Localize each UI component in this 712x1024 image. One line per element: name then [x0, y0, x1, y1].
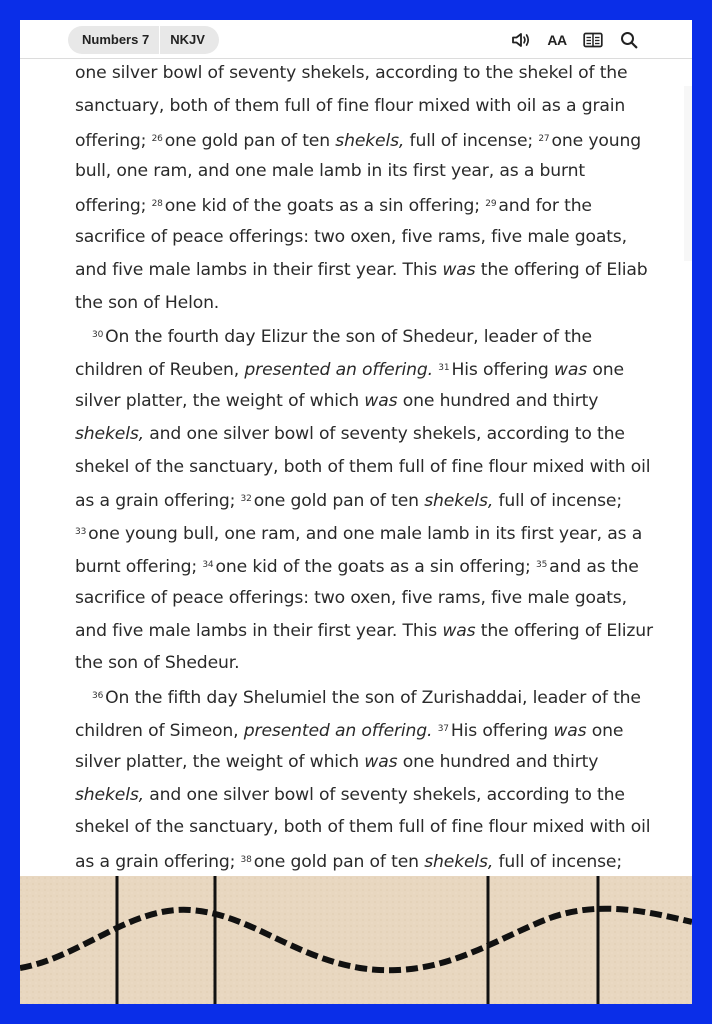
verse-text: and one silver bowl of seventy shekels, according to the [143, 423, 625, 444]
text-line [75, 418, 645, 451]
verse-text: the offering of Elizur [475, 620, 653, 641]
verse-number[interactable]: 27 [538, 133, 550, 144]
verse-text: and as the [549, 556, 639, 577]
verse-text: full of incense; [493, 852, 622, 873]
verse-text: sacrifice of peace offerings: two oxen, five rams, five male goats, [75, 587, 627, 608]
verse-number[interactable]: 38 [240, 855, 252, 866]
text-line [75, 844, 645, 877]
verse-text: the son of Helon. [75, 292, 220, 313]
verse-number[interactable]: 26 [151, 133, 163, 144]
verse-text: one gold pan of ten [253, 852, 425, 873]
text-line [75, 451, 651, 484]
italic-text: shekels, [75, 784, 144, 805]
verse-text: burnt offering; [75, 556, 203, 577]
text-line [75, 811, 651, 844]
italic-text: shekels, [75, 423, 144, 444]
reference-pill [68, 26, 219, 54]
search-icon[interactable] [618, 29, 640, 51]
text-size-icon[interactable] [546, 29, 568, 51]
text-line [75, 287, 645, 320]
text-size-label: AA [547, 32, 567, 48]
verse-text: one kid of the goats as a sin offering; [164, 196, 486, 217]
text-line [75, 680, 645, 713]
speaker-icon[interactable] [510, 29, 532, 51]
verse-text: On the fourth day Elizur the son of Shedeur, leader of the [105, 327, 592, 348]
verse-text: children of Simeon, [75, 720, 244, 741]
italic-text: shekels, [424, 491, 494, 512]
text-line [75, 615, 653, 648]
verse-text: shekel of the sanctuary, both of them full of fine flour mixed with oil [75, 817, 651, 838]
text-line [75, 123, 645, 156]
italic-text: was [553, 360, 588, 381]
italic-text: was [442, 259, 476, 280]
verse-text: offering; [75, 130, 152, 151]
text-line [75, 582, 645, 615]
text-line [75, 746, 645, 779]
verse-text: one gold pan of ten [253, 491, 425, 512]
italic-text: was [364, 390, 398, 411]
italic-text: shekels, [424, 852, 494, 873]
verse-text: one gold pan of ten [164, 130, 336, 151]
verse-number[interactable]: 33 [75, 527, 87, 538]
verse-text: and five male lambs in their first year. This [75, 620, 443, 641]
translation-button[interactable]: NKJV [170, 32, 205, 47]
italic-text: was [553, 720, 587, 741]
verse-text: one kid of the goats as a sin offering; [215, 556, 537, 577]
book-chapter-button[interactable]: Numbers 7 [82, 32, 150, 47]
verse-text: and for the [498, 196, 592, 217]
text-line [75, 483, 645, 516]
verse-text: sanctuary, both of them full of fine flour mixed with oil as a grain [75, 95, 626, 116]
italic-text: presented an offering. [244, 360, 433, 381]
verse-number[interactable]: 32 [240, 494, 252, 505]
verse-number[interactable]: 35 [536, 559, 548, 570]
text-line [75, 549, 645, 582]
verse-text: On the fifth day Shelumiel the son of Zurishaddai, leader of the [105, 688, 641, 709]
app-window [20, 20, 692, 1004]
verse-text: silver platter, the weight of which [75, 751, 365, 772]
verse-text: shekel of the sanctuary, both of them full of fine flour mixed with oil [75, 456, 651, 477]
verse-text: one hundred and thirty [397, 751, 599, 772]
verse-text: and one silver bowl of seventy shekels, according to the [143, 784, 625, 805]
verse-text: one young bull, one ram, and one male lamb in its first year, as a [88, 524, 643, 545]
verse-number[interactable]: 31 [438, 363, 450, 374]
verse-text: the son of Shedeur. [75, 653, 240, 674]
verse-text: as a grain offering; [75, 852, 241, 873]
verse-text: children of Reuben, [75, 360, 245, 381]
verse-text: bull, one ram, and one male lamb in its first year, as a burnt [75, 161, 585, 182]
verse-text: full of incense; [404, 130, 539, 151]
verse-text: offering; [75, 196, 152, 217]
verse-text: one silver bowl of seventy shekels, according to the shekel of the [75, 63, 628, 83]
verse-text: one [587, 360, 624, 381]
scroll-indicator[interactable] [684, 86, 692, 261]
text-line [75, 254, 648, 287]
toolbar-icons [510, 29, 640, 51]
text-line [75, 221, 645, 254]
text-line [75, 779, 645, 812]
verse-text: and five male lambs in their first year. This [75, 259, 443, 280]
text-line [75, 319, 645, 352]
text-line [75, 57, 645, 90]
text-line [75, 352, 645, 385]
verse-text: His offering [450, 720, 554, 741]
verse-text: sacrifice of peace offerings: two oxen, five rams, five male goats, [75, 226, 627, 247]
italic-text: was [364, 751, 398, 772]
verse-number[interactable]: 36 [92, 691, 104, 702]
verse-text: His offering [451, 360, 554, 381]
text-line [75, 385, 645, 418]
verse-text: full of incense; [493, 491, 622, 512]
verse-text: as a grain offering; [75, 491, 241, 512]
verse-text: one hundred and thirty [397, 390, 599, 411]
verse-number[interactable]: 34 [202, 559, 214, 570]
italic-text: shekels, [335, 130, 405, 151]
text-line [75, 90, 645, 123]
text-line [75, 713, 645, 746]
text-line [75, 188, 645, 221]
italic-text: was [442, 620, 476, 641]
verse-number[interactable]: 28 [151, 199, 163, 210]
verse-text: one young [551, 130, 641, 151]
verse-number[interactable]: 29 [485, 199, 497, 210]
text-line [75, 155, 645, 188]
italic-text: presented an offering. [243, 720, 433, 741]
text-line [75, 516, 645, 549]
verse-text: the offering of Eliab [475, 259, 648, 280]
decorative-wave-image [20, 876, 692, 1004]
text-line [75, 647, 645, 680]
verse-number[interactable]: 30 [92, 330, 104, 341]
verse-text: silver platter, the weight of which [75, 390, 365, 411]
parallel-view-icon[interactable] [582, 29, 604, 51]
top-toolbar [20, 20, 692, 59]
verse-number[interactable]: 37 [437, 723, 449, 734]
verse-text [432, 721, 437, 741]
verse-text: one [586, 720, 624, 741]
scripture-text [75, 57, 653, 877]
